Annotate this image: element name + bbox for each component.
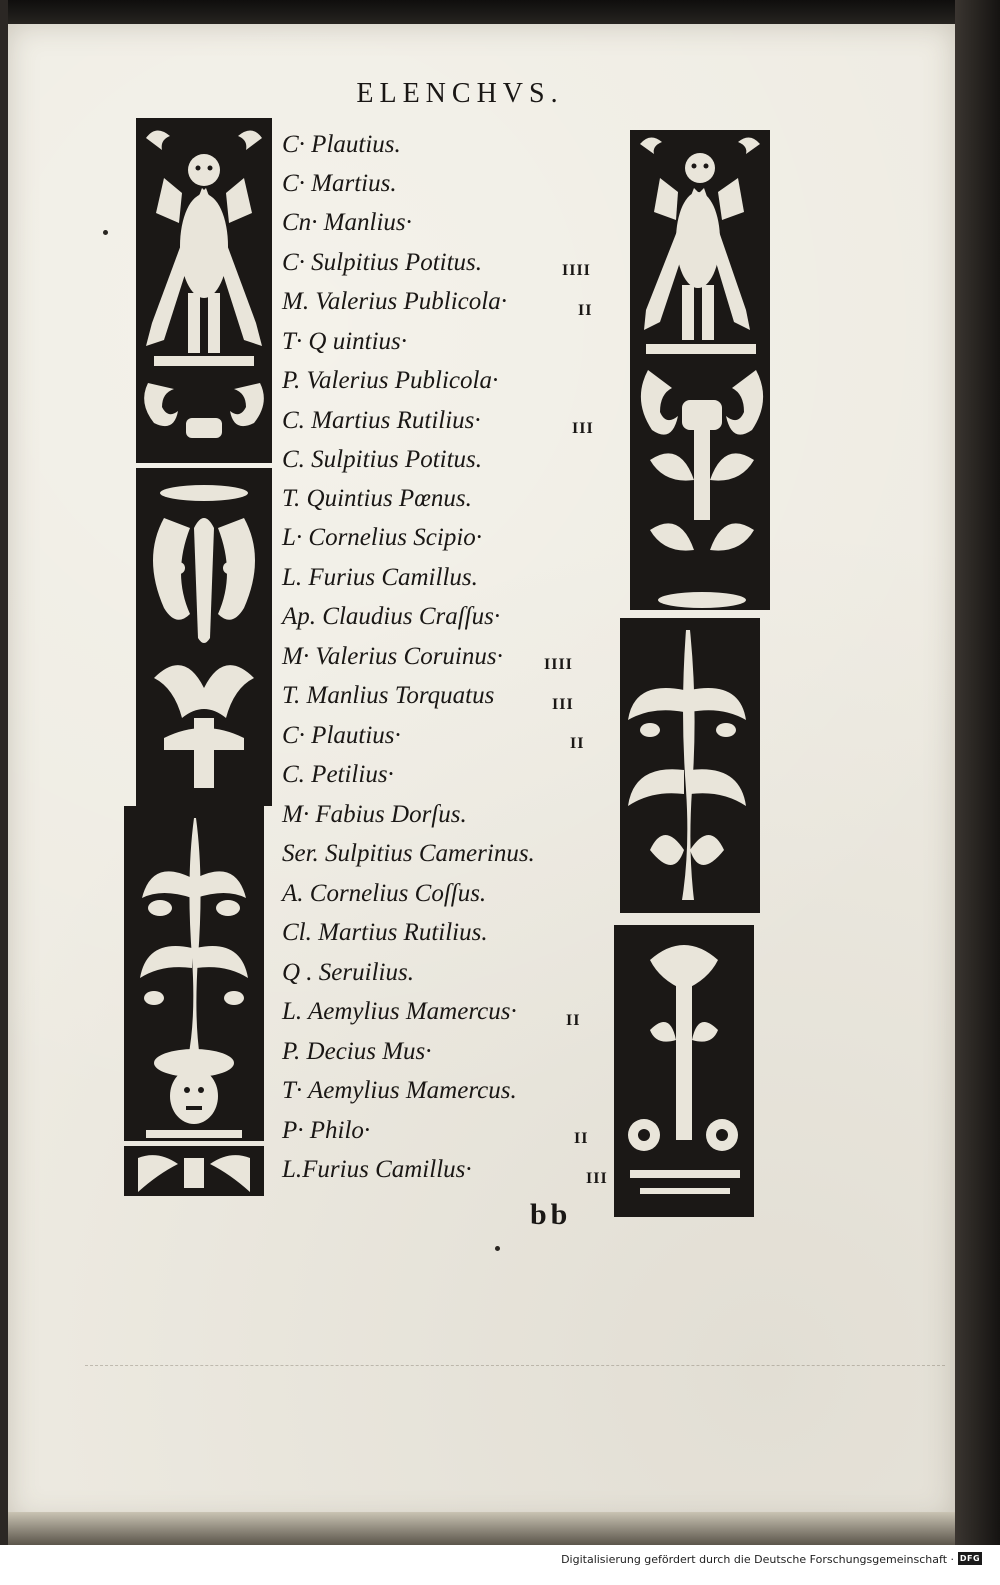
list-entry: M. Valerius Publicola· [282, 288, 507, 315]
list-entry: M· Valerius Coruinus· [282, 643, 503, 670]
list-entry: C. Sulpitius Potitus. [282, 446, 483, 473]
digitization-credit: Digitalisierung gefördert durch die Deutsche Forschungsgemeinschaft · [561, 1553, 954, 1566]
entry-count: II [570, 735, 585, 752]
list-entry: P. Valerius Publicola· [282, 367, 499, 394]
ink-speck [103, 230, 108, 235]
list-entry: Cn· Manlius· [282, 209, 412, 236]
list-entry: P· Philo· [282, 1117, 371, 1144]
signature-mark: bb [530, 1198, 572, 1231]
entry-count: II [566, 1012, 581, 1029]
list-entry: Cl. Martius Rutilius. [282, 919, 488, 946]
list-entry: Ap. Claudius Craſſus· [282, 603, 501, 630]
list-entry: C· Plautius. [282, 131, 401, 158]
entry-count: III [552, 696, 574, 713]
list-entry: Q . Seruilius. [282, 959, 414, 986]
list-entry: L· Cornelius Scipio· [282, 524, 483, 551]
list-entry: T· Q uintius· [282, 328, 408, 355]
entry-count: II [574, 1130, 589, 1147]
list-entry: C· Sulpitius Potitus. [282, 249, 483, 276]
scan-border-right [955, 0, 1000, 1545]
list-entry: C. Martius Rutilius· [282, 407, 481, 434]
list-entry: L. Aemylius Mamercus· [282, 998, 517, 1025]
dfg-logo: DFG [959, 1554, 981, 1563]
entry-count: III [572, 420, 594, 437]
scan-border-left [0, 0, 8, 1545]
entry-count: IIII [544, 656, 573, 673]
right-woodcut-border [610, 130, 775, 1220]
list-entry: T· Aemylius Mamercus. [282, 1077, 517, 1104]
ink-speck [495, 1246, 500, 1251]
list-entry: L.Furius Camillus· [282, 1156, 472, 1183]
list-entry: M· Fabius Dorſus. [282, 801, 467, 828]
list-entry: C. Petilius· [282, 761, 394, 788]
entry-count: II [578, 302, 593, 319]
list-entry: Ser. Sulpitius Camerinus. [282, 840, 535, 867]
list-entry: A. Cornelius Coſſus. [282, 880, 487, 907]
entry-count: III [586, 1170, 608, 1187]
left-woodcut-border [124, 118, 274, 1198]
page-bottom-edge [8, 1512, 955, 1545]
entry-count: IIII [562, 262, 591, 279]
list-entry: C· Martius. [282, 170, 397, 197]
page-header: ELENCHVS. [356, 78, 564, 109]
list-entry: T. Quintius Pœnus. [282, 485, 472, 512]
page-fold-line [85, 1365, 945, 1366]
list-entry: T. Manlius Torquatus [282, 682, 495, 709]
list-entry: L. Furius Camillus. [282, 564, 478, 591]
list-entry: C· Plautius· [282, 722, 401, 749]
list-entry: P. Decius Mus· [282, 1038, 432, 1065]
